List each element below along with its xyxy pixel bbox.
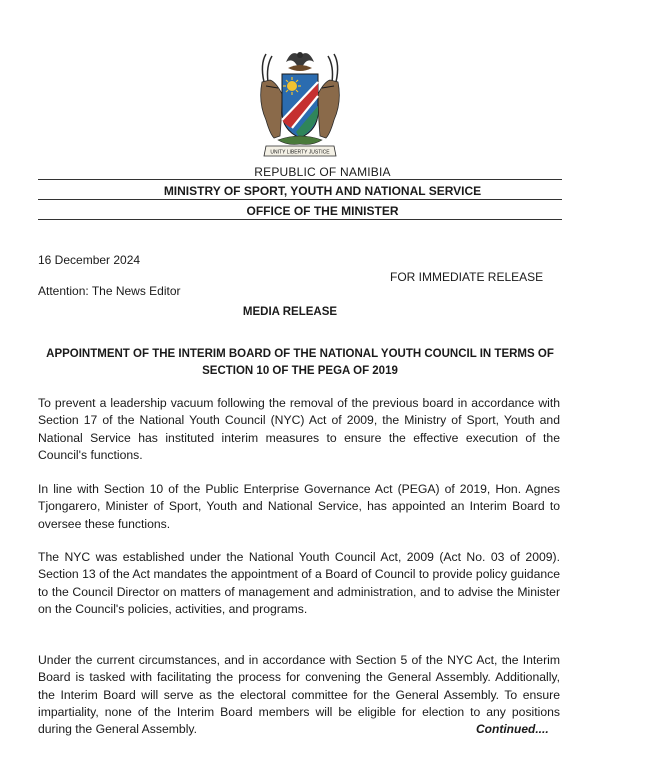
header-rule xyxy=(38,179,562,180)
media-release-label: MEDIA RELEASE xyxy=(242,306,338,318)
body-paragraph: Under the current circumstances, and in accordance with Section 5 of the NYC Act, the Interim Board is tasked with facilitating the process for convening the General Assembly. Additionally, the Interim Board will serve as the electoral committee for the General Assembly. To ensure impartiality, none of the Interim Board members will be eligible for election to any positions during the General Assembly. xyxy=(38,653,560,737)
body-paragraph: In line with Section 10 of the Public Enterprise Governance Act (PEGA) of 2019, Hon. Agnes Tjongarero, Minister of Sport, Youth and National Service, has appointed an Interim Board to oversee these functions. xyxy=(38,482,560,531)
attention-line: Attention: The News Editor xyxy=(38,284,181,298)
ministry-heading: MINISTRY OF SPORT, YOUTH AND NATIONAL SERVICE xyxy=(163,184,482,198)
title-line: SECTION 10 OF THE PEGA OF 2019 xyxy=(202,365,398,377)
svg-text:UNITY LIBERTY JUSTICE: UNITY LIBERTY JUSTICE xyxy=(270,149,330,156)
body-paragraph: The NYC was established under the National Youth Council Act, 2009 (Act No. 03 of 2009). Section 13 of the Act mandates the appointment of a Board of Council to provide policy guidance to the Council Director on matters of management and administration, and to advise the Minister on the Council's policies, activities, and programs. xyxy=(38,550,560,616)
republic-heading: REPUBLIC OF NAMIBIA xyxy=(254,165,391,179)
release-title xyxy=(40,346,560,380)
release-date: 16 December 2024 xyxy=(38,253,141,267)
continued-marker: Continued.... xyxy=(476,722,549,736)
body-paragraph: To prevent a leadership vacuum following the removal of the previous board in accordance with Section 17 of the National Youth Council (NYC) Act of 2009, the Ministry of Sport, Youth and National Service has instituted interim measures to ensure the effective execution of the Council's functions. xyxy=(38,396,560,462)
office-heading: OFFICE OF THE MINISTER xyxy=(246,204,399,218)
coat-of-arms-icon xyxy=(252,42,348,160)
header-rule xyxy=(38,219,562,220)
immediate-release-tag: FOR IMMEDIATE RELEASE xyxy=(390,270,544,284)
header-rule xyxy=(38,199,562,200)
title-line: APPOINTMENT OF THE INTERIM BOARD OF THE NATIONAL YOUTH COUNCIL IN TERMS OF xyxy=(46,348,554,360)
